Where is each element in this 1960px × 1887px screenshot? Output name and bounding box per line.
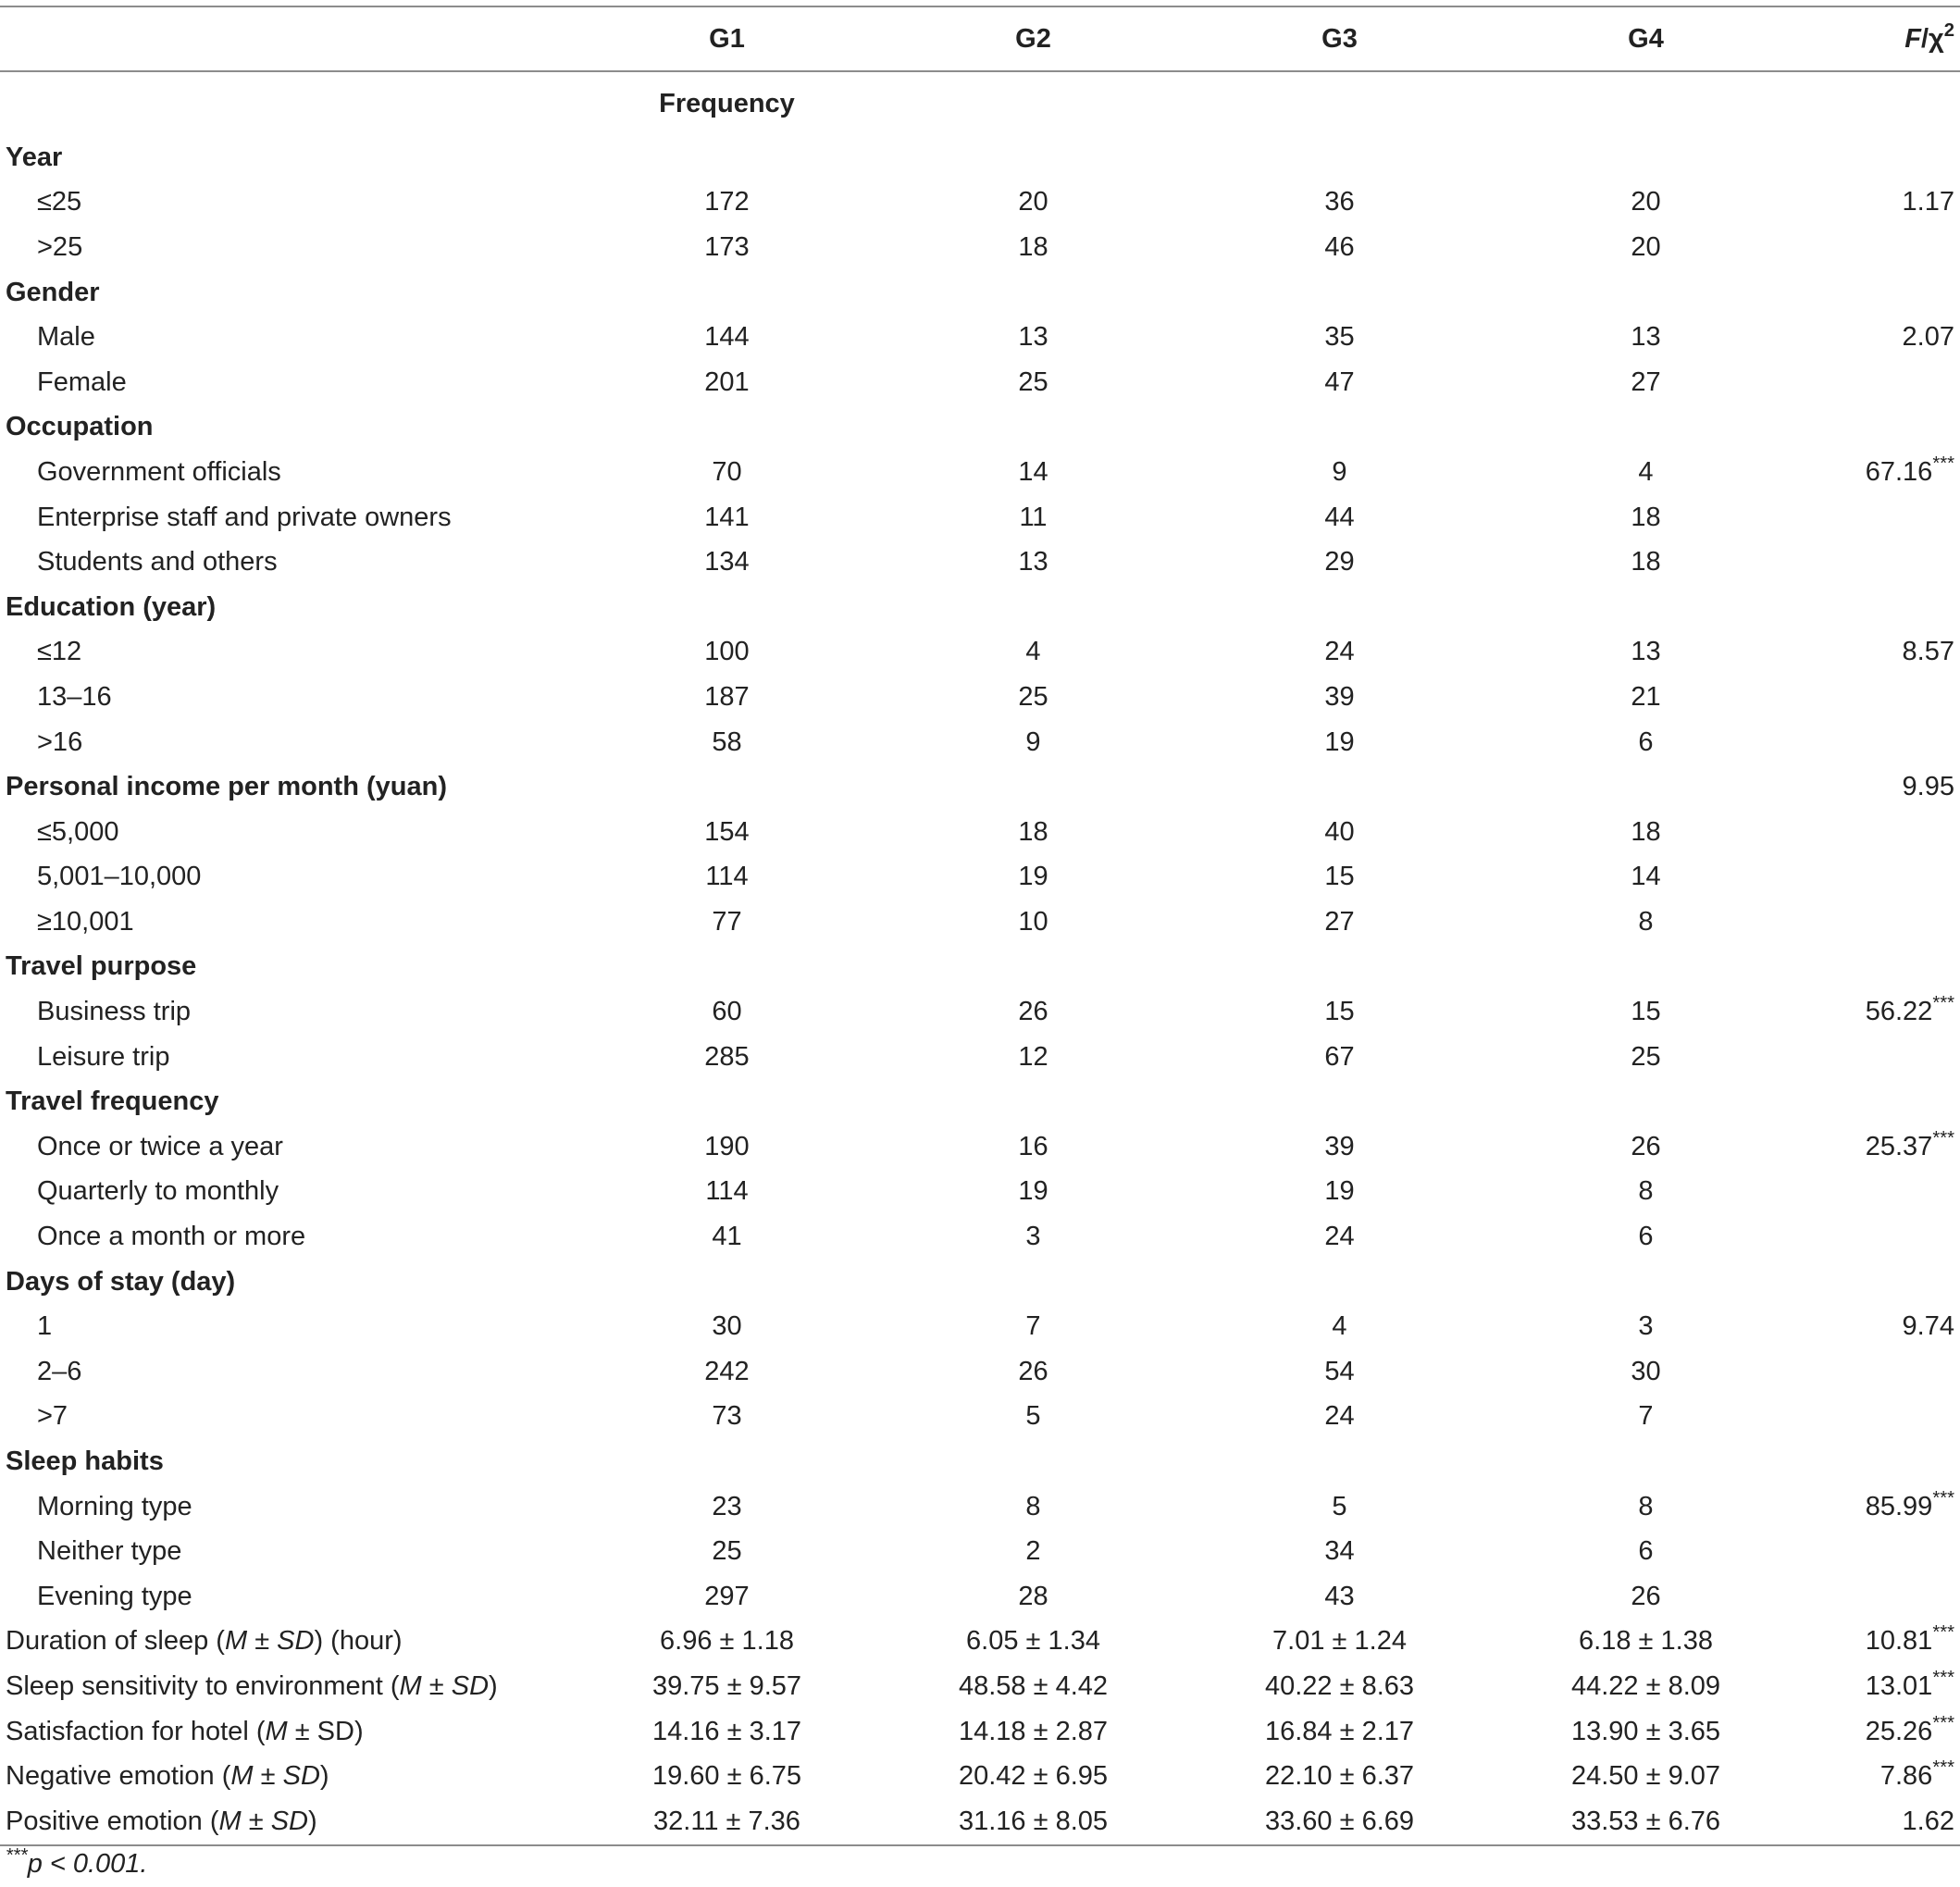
cell-g1: 73 bbox=[712, 1401, 742, 1432]
row-label: Leisure trip bbox=[37, 1041, 170, 1072]
cell-g4: 8 bbox=[1638, 1491, 1654, 1521]
cell-g2: 4 bbox=[1025, 637, 1041, 667]
cell-g4 bbox=[1493, 135, 1799, 180]
cell-g4: 30 bbox=[1631, 1356, 1661, 1386]
row-label: Negative emotion (M ± SD) bbox=[6, 1761, 329, 1792]
row-label: Once a month or more bbox=[37, 1222, 306, 1252]
cell-f-chi2: 10.81*** bbox=[1865, 1622, 1954, 1657]
cell-g2: 26 bbox=[1018, 997, 1048, 1027]
cell-g4: 7 bbox=[1638, 1401, 1654, 1432]
cell-g2: 8 bbox=[1025, 1491, 1041, 1521]
frequency-row bbox=[0, 71, 1960, 135]
cell-g3 bbox=[1186, 270, 1493, 316]
row-label: ≥10,001 bbox=[37, 906, 134, 937]
cell-g3 bbox=[1186, 764, 1493, 810]
cell-g2: 26 bbox=[1018, 1356, 1048, 1386]
category-row bbox=[0, 135, 1960, 180]
cell-g4: 8 bbox=[1638, 1176, 1654, 1207]
cell-g4 bbox=[1493, 764, 1799, 810]
cell-g4: 3 bbox=[1638, 1311, 1654, 1342]
cell-g4: 13 bbox=[1631, 637, 1661, 667]
row-label: 13–16 bbox=[37, 681, 112, 712]
cell-g2: 28 bbox=[1018, 1581, 1048, 1611]
category-row bbox=[0, 1439, 1960, 1484]
cell-g1: 154 bbox=[704, 816, 750, 847]
cell-g3: 24 bbox=[1324, 1401, 1355, 1432]
cell-g2 bbox=[880, 1260, 1186, 1305]
cell-g2 bbox=[880, 1079, 1186, 1124]
frequency-spacer bbox=[1493, 71, 1799, 135]
cell-g4: 44.22 ± 8.09 bbox=[1570, 1670, 1721, 1701]
cell-g2: 25 bbox=[1018, 681, 1048, 712]
cell-g3: 35 bbox=[1324, 322, 1355, 353]
cell-g2: 14 bbox=[1018, 456, 1048, 487]
cell-f-chi2 bbox=[1799, 225, 1960, 270]
cell-g3: 29 bbox=[1324, 547, 1355, 577]
cell-f-chi2 bbox=[1799, 1395, 1960, 1440]
table-footnote: ***p < 0.001. bbox=[6, 1844, 148, 1879]
row-label: >7 bbox=[37, 1401, 68, 1432]
cell-g4: 6.18 ± 1.38 bbox=[1579, 1626, 1713, 1657]
cell-g1: 190 bbox=[704, 1131, 750, 1161]
cell-g3: 33.60 ± 6.69 bbox=[1186, 1799, 1493, 1845]
category-label: Travel frequency bbox=[6, 1086, 219, 1117]
category-label: Education (year) bbox=[6, 591, 217, 622]
table-row bbox=[0, 225, 1960, 270]
cell-f-chi2: 25.26*** bbox=[1865, 1712, 1954, 1746]
table-row bbox=[0, 540, 1960, 585]
table-header bbox=[0, 6, 1960, 71]
cell-f-chi2 bbox=[1799, 270, 1960, 316]
cell-f-chi2 bbox=[1799, 495, 1960, 540]
cell-g2: 12 bbox=[1018, 1041, 1048, 1072]
cell-g2: 9 bbox=[1025, 726, 1041, 757]
table-row bbox=[0, 855, 1960, 900]
row-label: Positive emotion (M ± SD) bbox=[0, 1799, 574, 1845]
category-label: Year bbox=[6, 142, 63, 172]
table-row bbox=[0, 1484, 1960, 1530]
row-label: Evening type bbox=[37, 1581, 192, 1611]
cell-g1 bbox=[574, 585, 880, 630]
cell-g2 bbox=[880, 764, 1186, 810]
table-row bbox=[0, 630, 1960, 676]
frequency-spacer bbox=[1186, 71, 1493, 135]
table-row bbox=[0, 1754, 1960, 1799]
cell-g4: 14 bbox=[1631, 862, 1661, 892]
cell-g1: 32.11 ± 7.36 bbox=[574, 1799, 880, 1845]
row-label: Neither type bbox=[37, 1536, 182, 1567]
header-g3: G3 bbox=[1186, 6, 1493, 71]
category-label: Personal income per month (yuan) bbox=[6, 772, 447, 802]
cell-g1: 19.60 ± 6.75 bbox=[651, 1761, 802, 1792]
cell-f-chi2: 56.22*** bbox=[1865, 992, 1954, 1027]
cell-g1: 39.75 ± 9.57 bbox=[651, 1670, 802, 1701]
cell-g2: 10 bbox=[1018, 906, 1048, 937]
cell-g4: 13 bbox=[1631, 322, 1661, 353]
cell-g3: 19 bbox=[1324, 1176, 1355, 1207]
cell-g3: 5 bbox=[1332, 1491, 1347, 1521]
header-g1: G1 bbox=[574, 6, 880, 71]
frequency-spacer bbox=[0, 71, 574, 135]
cell-g2 bbox=[880, 270, 1186, 316]
table-row bbox=[0, 1574, 1960, 1620]
cell-g4 bbox=[1493, 1260, 1799, 1305]
cell-f-chi2 bbox=[1799, 1035, 1960, 1080]
cell-g4 bbox=[1493, 945, 1799, 990]
frequency-spacer bbox=[880, 71, 1186, 135]
cell-g4: 26 bbox=[1631, 1581, 1661, 1611]
category-label: Occupation bbox=[6, 412, 154, 442]
cell-g4: 6 bbox=[1638, 1222, 1654, 1252]
cell-g1 bbox=[574, 1439, 880, 1484]
cell-g2: 18 bbox=[1018, 231, 1048, 262]
cell-g1 bbox=[574, 135, 880, 180]
cell-g4: 20 bbox=[1631, 231, 1661, 262]
cell-g1: 23 bbox=[712, 1491, 742, 1521]
table-row bbox=[0, 1395, 1960, 1440]
row-label: >25 bbox=[37, 231, 83, 262]
cell-g2: 31.16 ± 8.05 bbox=[880, 1799, 1186, 1845]
cell-g4: 18 bbox=[1631, 502, 1661, 532]
cell-g3: 39 bbox=[1324, 681, 1355, 712]
cell-g4: 25 bbox=[1631, 1041, 1661, 1072]
cell-f-chi2 bbox=[1799, 855, 1960, 900]
cell-g2: 19 bbox=[1018, 1176, 1048, 1207]
cell-g1 bbox=[574, 945, 880, 990]
cell-g3: 34 bbox=[1324, 1536, 1355, 1567]
cell-g4: 15 bbox=[1631, 997, 1661, 1027]
cell-g3: 40.22 ± 8.63 bbox=[1264, 1670, 1415, 1701]
cell-g4: 33.53 ± 6.76 bbox=[1493, 1799, 1799, 1845]
cell-g3 bbox=[1186, 1439, 1493, 1484]
cell-g2 bbox=[880, 585, 1186, 630]
category-label: Travel purpose bbox=[6, 951, 197, 982]
cell-g1: 144 bbox=[704, 322, 750, 353]
cell-f-chi2 bbox=[1799, 360, 1960, 405]
category-label: Days of stay (day) bbox=[6, 1266, 236, 1297]
cell-g4: 6 bbox=[1638, 1536, 1654, 1567]
cell-g3: 7.01 ± 1.24 bbox=[1272, 1626, 1407, 1657]
cell-g1: 297 bbox=[704, 1581, 750, 1611]
cell-g3: 27 bbox=[1324, 906, 1355, 937]
category-row bbox=[0, 1079, 1960, 1124]
cell-g2: 13 bbox=[1018, 322, 1048, 353]
cell-g1: 141 bbox=[704, 502, 750, 532]
cell-g2: 13 bbox=[1018, 547, 1048, 577]
cell-g3: 16.84 ± 2.17 bbox=[1264, 1716, 1415, 1746]
cell-g1 bbox=[574, 270, 880, 316]
cell-f-chi2: 1.17 bbox=[1902, 187, 1954, 217]
cell-g3: 39 bbox=[1324, 1131, 1355, 1161]
cell-g1 bbox=[574, 764, 880, 810]
cell-g3 bbox=[1186, 135, 1493, 180]
table-row bbox=[0, 1304, 1960, 1349]
row-label: Female bbox=[37, 366, 127, 397]
category-row bbox=[0, 270, 1960, 316]
cell-g1: 58 bbox=[712, 726, 742, 757]
cell-g3: 44 bbox=[1324, 502, 1355, 532]
cell-g2: 19 bbox=[1018, 862, 1048, 892]
cell-f-chi2 bbox=[1799, 1439, 1960, 1484]
category-row bbox=[0, 585, 1960, 630]
cell-g3: 24 bbox=[1324, 1222, 1355, 1252]
row-label: 2–6 bbox=[37, 1356, 82, 1386]
cell-g4: 8 bbox=[1638, 906, 1654, 937]
cell-f-chi2: 25.37*** bbox=[1865, 1127, 1954, 1161]
header-variable bbox=[0, 6, 574, 71]
row-label: Enterprise staff and private owners bbox=[37, 502, 452, 532]
cell-g1: 134 bbox=[704, 547, 750, 577]
cell-g4: 13.90 ± 3.65 bbox=[1570, 1716, 1721, 1746]
cell-g3: 47 bbox=[1324, 366, 1355, 397]
row-label: Male bbox=[37, 322, 95, 353]
row-label: Students and others bbox=[37, 547, 278, 577]
table-body bbox=[0, 71, 1960, 1845]
table-row bbox=[0, 1214, 1960, 1260]
cell-f-chi2 bbox=[1799, 405, 1960, 451]
cell-g3: 4 bbox=[1332, 1311, 1347, 1342]
table-row bbox=[0, 180, 1960, 226]
cell-f-chi2: 7.86*** bbox=[1879, 1757, 1954, 1792]
cell-g3: 19 bbox=[1324, 726, 1355, 757]
cell-g2: 6.05 ± 1.34 bbox=[966, 1626, 1100, 1657]
row-label: ≤5,000 bbox=[37, 816, 119, 847]
cell-g4: 21 bbox=[1631, 681, 1661, 712]
table-row bbox=[0, 1709, 1960, 1755]
cell-g2 bbox=[880, 405, 1186, 451]
cell-g1 bbox=[574, 1079, 880, 1124]
row-label: Government officials bbox=[37, 456, 281, 487]
cell-g1: 70 bbox=[712, 456, 742, 487]
table-row bbox=[0, 1529, 1960, 1574]
cell-g3: 15 bbox=[1324, 862, 1355, 892]
cell-f-chi2 bbox=[1799, 540, 1960, 585]
cell-g4 bbox=[1493, 405, 1799, 451]
cell-f-chi2 bbox=[1799, 1214, 1960, 1260]
cell-g1: 172 bbox=[704, 187, 750, 217]
row-label: Once or twice a year bbox=[37, 1131, 283, 1161]
cell-g1: 114 bbox=[705, 862, 749, 892]
row-label: 1 bbox=[37, 1311, 53, 1342]
cell-g3 bbox=[1186, 1260, 1493, 1305]
cell-g2 bbox=[880, 135, 1186, 180]
cell-g1: 77 bbox=[712, 906, 742, 937]
cell-g1: 173 bbox=[704, 231, 750, 262]
cell-g2: 18 bbox=[1018, 816, 1048, 847]
category-label: Sleep habits bbox=[6, 1446, 164, 1477]
frequency-label: Frequency bbox=[659, 88, 795, 118]
cell-g2 bbox=[880, 945, 1186, 990]
cell-g1: 60 bbox=[712, 997, 742, 1027]
cell-g2: 11 bbox=[1019, 502, 1048, 532]
table-row bbox=[0, 450, 1960, 495]
row-label: Sleep sensitivity to environment (M ± SD) bbox=[6, 1670, 498, 1701]
cell-g1: 201 bbox=[704, 366, 750, 397]
cell-f-chi2: 85.99*** bbox=[1865, 1487, 1954, 1521]
cell-g3: 24 bbox=[1324, 637, 1355, 667]
category-row bbox=[0, 945, 1960, 990]
cell-g2: 25 bbox=[1018, 366, 1048, 397]
row-label: >16 bbox=[37, 726, 83, 757]
cell-g3 bbox=[1186, 585, 1493, 630]
cell-g1: 100 bbox=[704, 637, 750, 667]
row-label: ≤25 bbox=[37, 187, 82, 217]
cell-g3: 43 bbox=[1324, 1581, 1355, 1611]
cell-f-chi2: 9.74 bbox=[1902, 1311, 1954, 1342]
cell-f-chi2: 13.01*** bbox=[1865, 1667, 1954, 1701]
cell-g4: 4 bbox=[1638, 456, 1654, 487]
cell-g2: 14.18 ± 2.87 bbox=[958, 1716, 1109, 1746]
cell-g2: 2 bbox=[1025, 1536, 1041, 1567]
cell-g4: 6 bbox=[1638, 726, 1654, 757]
cell-g3: 22.10 ± 6.37 bbox=[1264, 1761, 1415, 1792]
cell-g3: 40 bbox=[1324, 816, 1355, 847]
cell-g4 bbox=[1493, 1079, 1799, 1124]
row-label: Business trip bbox=[37, 997, 192, 1027]
cell-f-chi2 bbox=[1799, 1574, 1960, 1620]
cell-f-chi2: 67.16*** bbox=[1865, 453, 1954, 487]
table-row bbox=[0, 675, 1960, 720]
header-g2: G2 bbox=[880, 6, 1186, 71]
table-row bbox=[0, 720, 1960, 765]
row-label: Duration of sleep (M ± SD) (hour) bbox=[6, 1626, 403, 1657]
cell-g1: 41 bbox=[712, 1222, 742, 1252]
category-row bbox=[0, 764, 1960, 810]
cell-g4 bbox=[1493, 1439, 1799, 1484]
cell-g4: 24.50 ± 9.07 bbox=[1570, 1761, 1721, 1792]
cell-g4: 18 bbox=[1631, 816, 1661, 847]
cell-f-chi2 bbox=[1799, 1529, 1960, 1574]
cell-g2: 20 bbox=[1018, 187, 1048, 217]
table-row bbox=[0, 989, 1960, 1035]
cell-g1: 30 bbox=[712, 1311, 742, 1342]
cell-g2: 3 bbox=[1025, 1222, 1041, 1252]
header-row bbox=[0, 6, 1960, 71]
cell-g1 bbox=[574, 1260, 880, 1305]
cell-g2: 20.42 ± 6.95 bbox=[958, 1761, 1109, 1792]
cell-g2: 7 bbox=[1025, 1311, 1041, 1342]
table-row bbox=[0, 1620, 1960, 1665]
cell-g3: 67 bbox=[1324, 1041, 1355, 1072]
cell-f-chi2 bbox=[1799, 1079, 1960, 1124]
cell-f-chi2 bbox=[1799, 1349, 1960, 1395]
table-row bbox=[0, 315, 1960, 360]
cell-g4 bbox=[1493, 270, 1799, 316]
cell-g4: 27 bbox=[1631, 366, 1661, 397]
table-row bbox=[0, 900, 1960, 945]
header-g4: G4 bbox=[1493, 6, 1799, 71]
cell-f-chi2 bbox=[1799, 945, 1960, 990]
cell-g4: 18 bbox=[1631, 547, 1661, 577]
cell-g2: 16 bbox=[1018, 1131, 1048, 1161]
table-row bbox=[0, 1799, 1960, 1845]
cell-g4: 26 bbox=[1631, 1131, 1661, 1161]
cell-g3: 46 bbox=[1324, 231, 1355, 262]
cell-g1: 242 bbox=[704, 1356, 750, 1386]
row-label: Satisfaction for hotel (M ± SD) bbox=[6, 1716, 364, 1746]
cell-g3 bbox=[1186, 945, 1493, 990]
table-row bbox=[0, 495, 1960, 540]
category-label: Gender bbox=[6, 277, 100, 307]
cell-f-chi2 bbox=[1799, 810, 1960, 855]
row-label: ≤12 bbox=[37, 637, 82, 667]
cell-g3 bbox=[1186, 1079, 1493, 1124]
cell-g3: 54 bbox=[1324, 1356, 1355, 1386]
category-row bbox=[0, 405, 1960, 451]
cell-g1: 114 bbox=[705, 1176, 749, 1207]
frequency-spacer bbox=[1799, 71, 1960, 135]
cell-f-chi2 bbox=[1799, 675, 1960, 720]
cell-g2: 48.58 ± 4.42 bbox=[958, 1670, 1109, 1701]
table-row bbox=[0, 1170, 1960, 1215]
table-row bbox=[0, 810, 1960, 855]
cell-f-chi2: 2.07 bbox=[1902, 322, 1954, 353]
cell-f-chi2: 8.57 bbox=[1902, 637, 1954, 667]
cell-g4 bbox=[1493, 585, 1799, 630]
cell-g3: 9 bbox=[1332, 456, 1347, 487]
cell-g3: 15 bbox=[1324, 997, 1355, 1027]
table-row bbox=[0, 1124, 1960, 1170]
table-row bbox=[0, 1349, 1960, 1395]
cell-f-chi2 bbox=[1799, 1170, 1960, 1215]
cell-g1: 6.96 ± 1.18 bbox=[660, 1626, 794, 1657]
cell-f-chi2 bbox=[1799, 1260, 1960, 1305]
cell-g1 bbox=[574, 405, 880, 451]
row-label: 5,001–10,000 bbox=[37, 862, 202, 892]
row-label: Morning type bbox=[37, 1491, 192, 1521]
cell-f-chi2: 1.62 bbox=[1799, 1799, 1960, 1845]
cell-f-chi2: 9.95 bbox=[1902, 772, 1954, 802]
cell-g3 bbox=[1186, 405, 1493, 451]
results-table bbox=[0, 6, 1960, 1846]
cell-g1: 187 bbox=[704, 681, 750, 712]
cell-g1: 285 bbox=[704, 1041, 750, 1072]
table-row bbox=[0, 1664, 1960, 1709]
cell-f-chi2 bbox=[1799, 585, 1960, 630]
category-row bbox=[0, 1260, 1960, 1305]
cell-g1: 25 bbox=[712, 1536, 742, 1567]
table-row bbox=[0, 360, 1960, 405]
cell-f-chi2 bbox=[1799, 135, 1960, 180]
cell-f-chi2 bbox=[1799, 720, 1960, 765]
table-row bbox=[0, 1035, 1960, 1080]
cell-g2: 5 bbox=[1025, 1401, 1041, 1432]
cell-g3: 36 bbox=[1324, 187, 1355, 217]
cell-g1: 14.16 ± 3.17 bbox=[651, 1716, 802, 1746]
header-f-chi2: $F/\chi^2$ bbox=[1799, 6, 1960, 71]
row-label: Quarterly to monthly bbox=[37, 1176, 279, 1207]
cell-g4: 20 bbox=[1631, 187, 1661, 217]
cell-g2 bbox=[880, 1439, 1186, 1484]
cell-f-chi2 bbox=[1799, 900, 1960, 945]
